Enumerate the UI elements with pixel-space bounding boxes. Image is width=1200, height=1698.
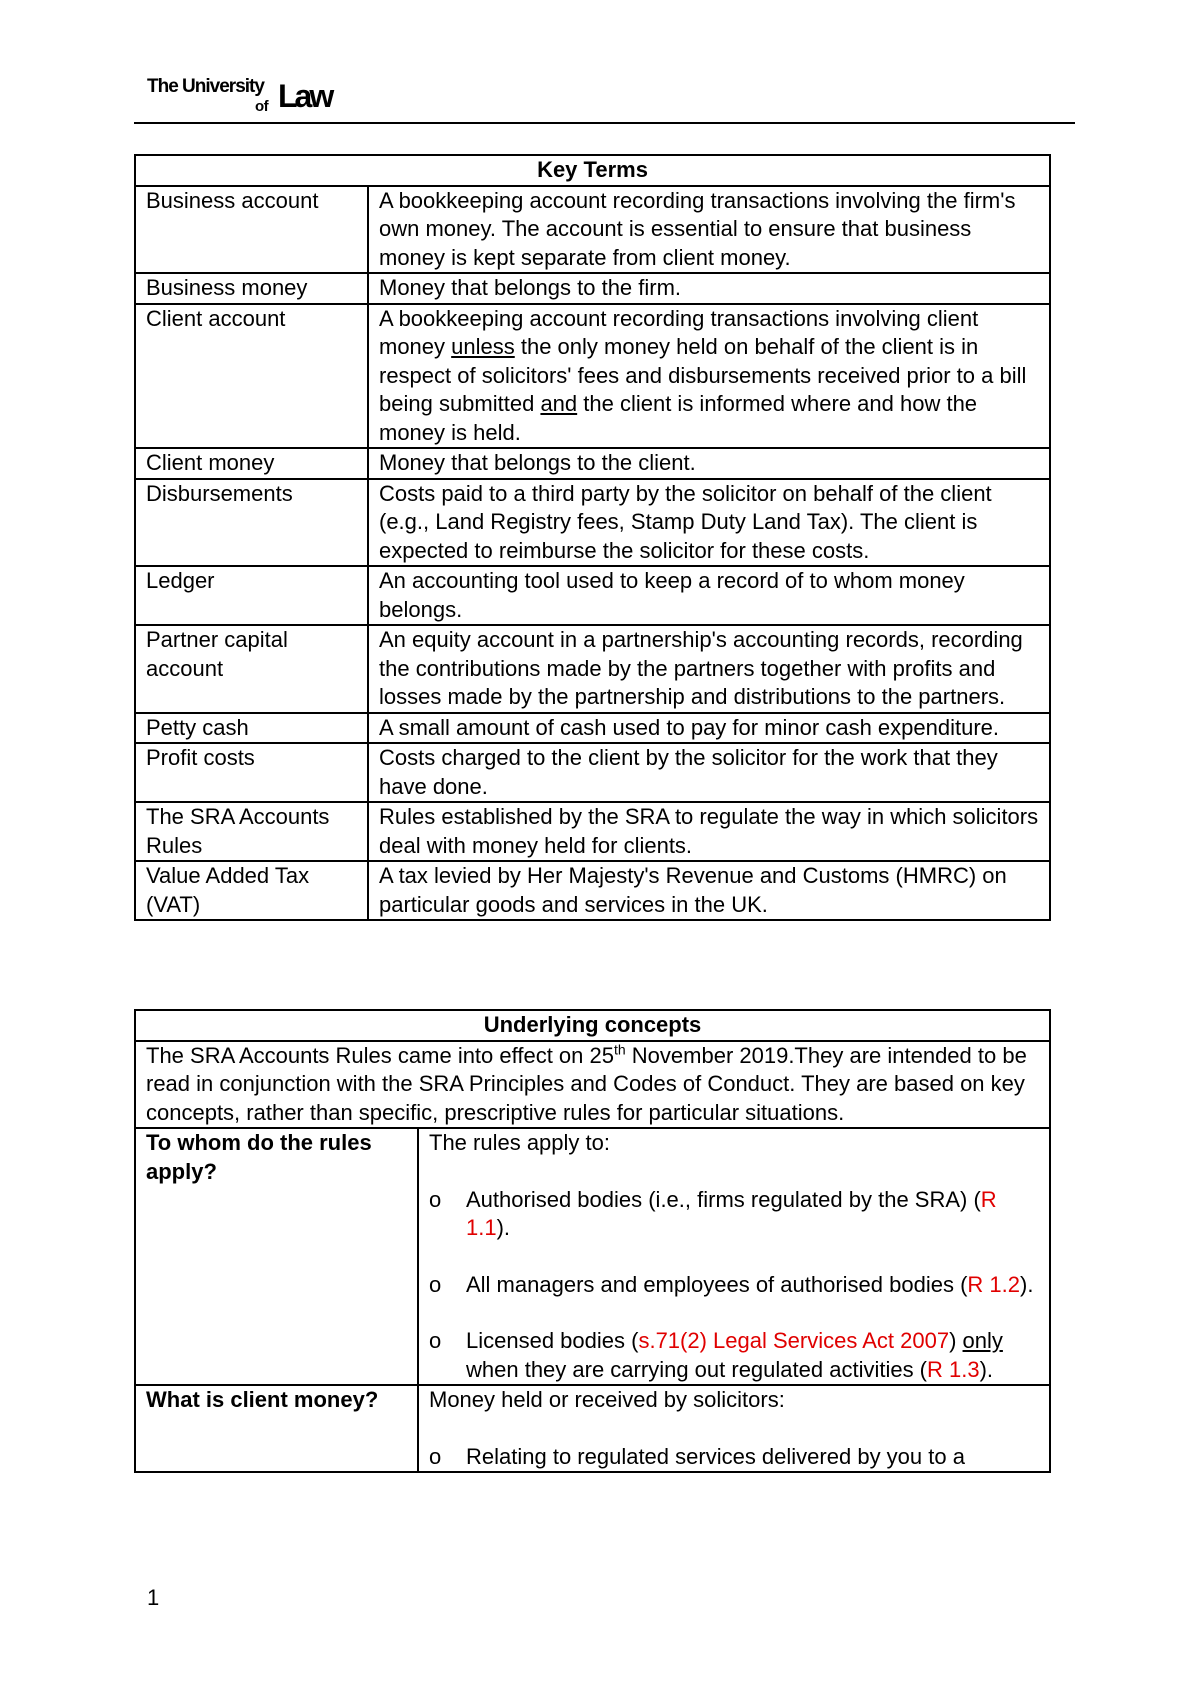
item-text: ).: [1020, 1271, 1034, 1297]
definition-text: the only money held on behalf of the client is in respect of solicitors' fees and disbursements received prior to a bill being submitted: [379, 334, 1027, 416]
item-text: ).: [979, 1356, 994, 1382]
list-item: [429, 1443, 1039, 1472]
key-terms-table: [134, 154, 1051, 921]
definition-cell: Rules established by the SRA to regulate the way in which solicitors deal with money held for clients.: [368, 802, 1050, 861]
underlying-concepts-table: [134, 1009, 1051, 1473]
definition-cell: A small amount of cash used to pay for minor cash expenditure.: [368, 713, 1050, 744]
definition-cell: A tax levied by Her Majesty's Revenue and Customs (HMRC) on particular goods and services in the UK.: [368, 861, 1050, 920]
table-row: [135, 566, 1050, 625]
underlined-word: and: [540, 391, 578, 416]
intro-text: November 2019.They are intended to be read in conjunction with the SRA Principles and Codes of Conduct. They are based on key concepts, rather than specific, prescriptive rules for particular situations.: [146, 1042, 1027, 1125]
page-number: 1: [147, 1585, 160, 1610]
answer-cell: [418, 1128, 1050, 1385]
table-row: [135, 304, 1050, 449]
item-text: ).: [496, 1215, 511, 1240]
item-text: when they are carrying out regulated activities (: [466, 1356, 928, 1382]
item-text: Relating to regulated services delivered by you to a: [466, 1443, 965, 1469]
item-text: Authorised bodies (i.e., firms regulated by the SRA) (: [466, 1186, 981, 1212]
rule-reference: R 1.2: [967, 1271, 1020, 1297]
list-item: [429, 1271, 1039, 1300]
statute-reference: s.71(2) Legal Services Act 2007: [638, 1328, 950, 1353]
underlined-word: only: [962, 1328, 1003, 1353]
definition-cell: Costs charged to the client by the solicitor for the work that they have done.: [368, 743, 1050, 802]
rule-reference: R 1.3: [927, 1356, 980, 1382]
definition-cell: [368, 304, 1050, 449]
question-cell: To whom do the rules apply?: [135, 1128, 418, 1385]
bullet-icon: o: [429, 1186, 442, 1212]
concepts-intro: [135, 1041, 1050, 1129]
term-cell: Client account: [135, 304, 368, 449]
definition-cell: An accounting tool used to keep a record of to whom money belongs.: [368, 566, 1050, 625]
table-row: [135, 1128, 1050, 1385]
key-terms-title: Key Terms: [135, 155, 1050, 186]
item-text: ): [949, 1328, 963, 1353]
definition-cell: Money that belongs to the firm.: [368, 273, 1050, 304]
ordinal-suffix: th: [613, 1041, 626, 1058]
term-cell: Value Added Tax (VAT): [135, 861, 368, 920]
term-cell: Ledger: [135, 566, 368, 625]
table-row: [135, 743, 1050, 802]
table-row: [135, 448, 1050, 479]
definition-text: the client is informed where and how the money is held.: [379, 391, 978, 445]
term-cell: Business account: [135, 186, 368, 274]
item-text: All managers and employees of authorised bodies (: [466, 1271, 968, 1297]
rule-reference: R 1.1: [466, 1186, 997, 1240]
term-cell: Client money: [135, 448, 368, 479]
university-of-law-logo: [147, 72, 367, 118]
bullet-icon: o: [429, 1443, 442, 1469]
underlined-word: unless: [451, 334, 515, 359]
definition-cell: An equity account in a partnership's accounting records, recording the contributions made by the partners together with profits and losses made by the partnership and distributions to the partners.: [368, 625, 1050, 713]
term-cell: Profit costs: [135, 743, 368, 802]
answer-lead: Money held or received by solicitors:: [429, 1387, 785, 1412]
answer-list: [429, 1443, 1039, 1472]
table-row: [135, 625, 1050, 713]
answer-cell: [418, 1385, 1050, 1472]
definition-cell: Money that belongs to the client.: [368, 448, 1050, 479]
table-row: [135, 273, 1050, 304]
header-rule: [134, 122, 1075, 124]
term-cell: The SRA Accounts Rules: [135, 802, 368, 861]
definition-cell: A bookkeeping account recording transactions involving the firm's own money. The account is essential to ensure that business money is kept separate from client money.: [368, 186, 1050, 274]
definition-cell: Costs paid to a third party by the solicitor on behalf of the client (e.g., Land Registry fees, Stamp Duty Land Tax). The client is expected to reimburse the solicitor for these costs.: [368, 479, 1050, 567]
definition-text: A bookkeeping account recording transactions involving client money: [379, 305, 979, 359]
concepts-title: Underlying concepts: [135, 1010, 1050, 1041]
answer-list: [429, 1186, 1039, 1385]
bullet-icon: o: [429, 1271, 442, 1297]
bullet-icon: o: [429, 1328, 442, 1353]
table-row: [135, 713, 1050, 744]
table-row: [135, 1385, 1050, 1472]
intro-text: The SRA Accounts Rules came into effect on 25: [146, 1042, 614, 1068]
list-item: [429, 1186, 1039, 1243]
answer-lead: The rules apply to:: [429, 1130, 610, 1155]
logo-text-line2: of: [255, 98, 269, 115]
table-row: [135, 479, 1050, 567]
question-cell: What is client money?: [135, 1385, 418, 1472]
table-row: [135, 186, 1050, 274]
list-item: [429, 1327, 1039, 1384]
item-text: Licensed bodies (: [466, 1328, 639, 1353]
term-cell: Petty cash: [135, 713, 368, 744]
logo-text-line3: Law: [278, 78, 332, 114]
logo-text-line1: The University: [147, 76, 264, 97]
table-row: [135, 802, 1050, 861]
table-row: [135, 861, 1050, 920]
term-cell: Disbursements: [135, 479, 368, 567]
term-cell: Partner capital account: [135, 625, 368, 713]
term-cell: Business money: [135, 273, 368, 304]
